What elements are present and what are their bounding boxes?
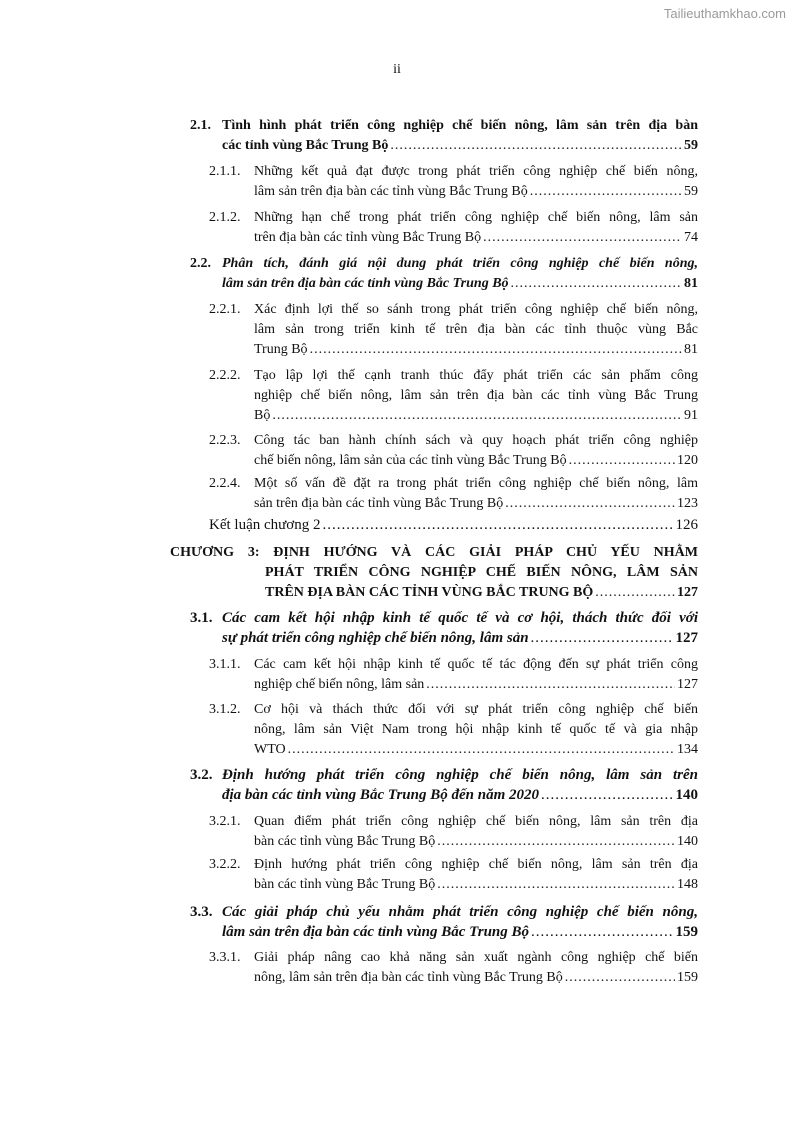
toc-entry-3-3 [190, 902, 698, 942]
toc-number: 2.2. [190, 256, 211, 271]
toc-line: Những kết quả đạt được trong phát triển công nghiệp chế biến nông, [254, 164, 698, 179]
toc-line: Các cam kết hội nhập kinh tế quốc tế và cơ hội, thách thức đối với [222, 610, 698, 626]
toc-line: lâm sản trên địa bàn các tỉnh vùng Bắc Trung Bộ [222, 276, 509, 291]
toc-line: Bộ [254, 408, 271, 423]
toc-entry-3-2-1 [209, 812, 698, 852]
toc-line: bàn các tỉnh vùng Bắc Trung Bộ [254, 834, 436, 849]
toc-number: 3.1. [190, 610, 213, 626]
toc-line: nông, lâm sản trên địa bàn các tỉnh vùng Bắc Trung Bộ [254, 970, 563, 985]
toc-page: 59 [684, 138, 698, 153]
toc-line: Xác định lợi thế so sánh trong phát triển công nghiệp chế biến nông, [254, 302, 698, 317]
toc-entry-2-2-2 [209, 366, 698, 426]
toc-line: Trung Bộ [254, 342, 308, 357]
toc-entry-2-1 [190, 116, 698, 156]
toc-page: 123 [677, 496, 698, 511]
toc-page: 127 [675, 630, 698, 646]
toc-entry-3-1-2 [209, 700, 698, 760]
toc-line: Định hướng phát triển công nghiệp chế biến nông, lâm sản trên [222, 767, 698, 783]
chapter-title: TRÊN ĐỊA BÀN CÁC TỈNH VÙNG BẮC TRUNG BỘ [265, 585, 594, 600]
toc-line: bàn các tỉnh vùng Bắc Trung Bộ [254, 877, 436, 892]
toc-entry-2-2-1 [209, 300, 698, 360]
toc-page: 127 [677, 585, 698, 600]
toc-entry-3-1 [190, 608, 698, 648]
toc-line: lâm sản trên địa bàn các tỉnh vùng Bắc Trung Bộ [254, 184, 528, 199]
toc-number: 3.1.2. [209, 702, 241, 717]
toc-line: nông, lâm sản Việt Nam trong hội nhập kinh tế quốc tế và gia nhập [254, 722, 698, 737]
toc-page: 74 [684, 230, 698, 245]
toc-number: 3.2.1. [209, 814, 241, 829]
toc-page: 148 [677, 877, 698, 892]
toc-line: sự phát triển công nghiệp chế biến nông, lâm sản [222, 630, 529, 646]
toc-number: 2.2.3. [209, 433, 241, 448]
toc-page: 159 [677, 970, 698, 985]
toc-entry-3-2 [190, 765, 698, 805]
toc-entry-2-2-4 [209, 474, 698, 514]
toc-line: nghiệp chế biến nông, lâm sản trên địa bàn các tỉnh vùng Bắc Trung [254, 388, 698, 403]
toc-page: 140 [675, 787, 698, 803]
toc-line: Tình hình phát triển công nghiệp chế biến nông, lâm sản trên địa bàn [222, 118, 698, 133]
toc-entry-3-3-1 [209, 948, 698, 988]
toc-number: 3.3. [190, 904, 213, 920]
toc-number: 2.1. [190, 118, 211, 133]
toc-page: 81 [684, 276, 698, 291]
toc-entry-2-1-1 [209, 162, 698, 202]
page-number: ii [393, 62, 401, 77]
toc-page: 159 [675, 924, 698, 940]
toc-line: Tạo lập lợi thế cạnh tranh thúc đẩy phát triển các sản phẩm công [254, 368, 698, 383]
toc-line: Phân tích, đánh giá nội dung phát triển công nghiệp chế biến nông, [222, 256, 698, 271]
toc-line: lâm sản trên địa bàn các tỉnh vùng Bắc Trung Bộ [222, 924, 530, 940]
toc-entry-conclusion-2 [209, 515, 698, 535]
toc-entry-2-2 [190, 254, 698, 294]
toc-number: 2.2.1. [209, 302, 241, 317]
toc-page: 59 [684, 184, 698, 199]
toc-line: Cơ hội và thách thức đối với sự phát triển công nghiệp chế biến [254, 702, 698, 717]
toc-number: 2.1.2. [209, 210, 241, 225]
toc-line: Kết luận chương 2 [209, 517, 321, 533]
toc-entry-chapter-3 [170, 543, 698, 603]
toc-line: các tỉnh vùng Bắc Trung Bộ [222, 138, 389, 153]
toc-line: WTO [254, 742, 286, 757]
toc-entry-2-2-3 [209, 431, 698, 471]
toc-page: 134 [677, 742, 698, 757]
toc-entry-3-2-2 [209, 855, 698, 895]
toc-line: Các giải pháp chủ yếu nhằm phát triển công nghiệp chế biến nông, [222, 904, 698, 920]
toc-entry-3-1-1 [209, 655, 698, 695]
toc-line: Quan điểm phát triển công nghiệp chế biến nông, lâm sản trên địa [254, 814, 698, 829]
toc-line: Công tác ban hành chính sách và quy hoạch phát triển công nghiệp [254, 433, 698, 448]
toc-entry-2-1-2 [209, 208, 698, 248]
toc-number: 3.2. [190, 767, 213, 783]
toc-page: 126 [675, 517, 698, 533]
toc-line: Một số vấn đề đặt ra trong phát triển công nghiệp chế biến nông, lâm [254, 476, 698, 491]
toc-line: Định hướng phát triển công nghiệp chế biến nông, lâm sản trên địa [254, 857, 698, 872]
toc-number: 2.1.1. [209, 164, 241, 179]
toc-line: lâm sản trong triển kinh tế trên địa bàn các tỉnh thuộc vùng Bắc [254, 322, 698, 337]
toc-page: 81 [684, 342, 698, 357]
toc-number: 2.2.4. [209, 476, 241, 491]
chapter-title: PHÁT TRIỂN CÔNG NGHIỆP CHẾ BIẾN NÔNG, LÂM SẢN [265, 565, 698, 580]
toc-line: địa bàn các tỉnh vùng Bắc Trung Bộ đến năm 2020 [222, 787, 539, 803]
toc-line: nghiệp chế biến nông, lâm sản [254, 677, 425, 692]
watermark: Tailieuthamkhao.com [663, 6, 786, 21]
toc-line: chế biến nông, lâm sản của các tỉnh vùng Bắc Trung Bộ [254, 453, 567, 468]
chapter-title: CHƯƠNG 3: ĐỊNH HƯỚNG VÀ CÁC GIẢI PHÁP CHỦ YẾU NHẰM [170, 545, 698, 560]
toc-line: sản trên địa bàn các tỉnh vùng Bắc Trung Bộ [254, 496, 504, 511]
toc-page: 91 [684, 408, 698, 423]
toc-line: Các cam kết hội nhập kinh tế quốc tế tác động đến sự phát triển công [254, 657, 698, 672]
toc-number: 3.2.2. [209, 857, 241, 872]
toc-number: 2.2.2. [209, 368, 241, 383]
toc-number: 3.1.1. [209, 657, 241, 672]
toc-page: 140 [677, 834, 698, 849]
toc-page: 120 [677, 453, 698, 468]
toc-number: 3.3.1. [209, 950, 241, 965]
toc-line: trên địa bàn các tỉnh vùng Bắc Trung Bộ [254, 230, 482, 245]
toc-line: Giải pháp nâng cao khả năng sản xuất ngành công nghiệp chế biến [254, 950, 698, 965]
toc-line: Những hạn chế trong phát triển công nghiệp chế biến nông, lâm sản [254, 210, 698, 225]
toc-page: 127 [677, 677, 698, 692]
